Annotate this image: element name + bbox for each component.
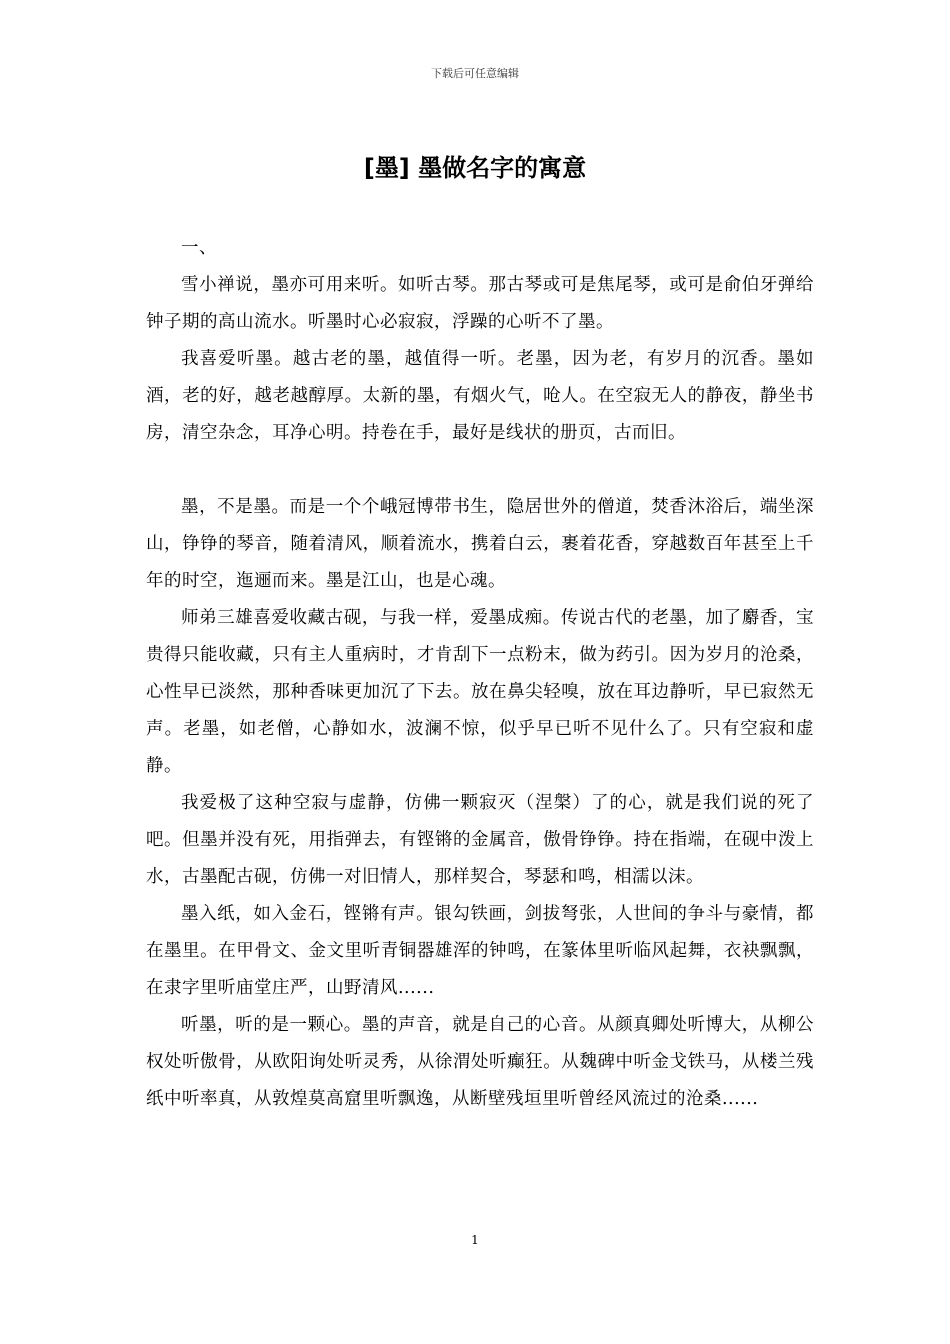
page-number: 1: [471, 1233, 479, 1247]
page-header-note: 下载后可任意编辑: [431, 67, 519, 80]
paragraph: 听墨，听的是一颗心。墨的声音，就是自己的心音。从颜真卿处听博大，从柳公权处听傲骨，从欧阳询处听灵秀，从徐渭处听癫狂。从魏碑中听金戈铁马，从楼兰残纸中听率真，从敦煌莫高窟里听飘逸，从断壁残垣里听曾经风流过的沧桑......: [146, 1015, 814, 1109]
paragraph: 我喜爱听墨。越古老的墨，越值得一听。老墨，因为老，有岁月的沉香。墨如酒，老的好，越老越醇厚。太新的墨，有烟火气，呛人。在空寂无人的静夜，静坐书房，清空杂念，耳净心明。持卷在手，最好是线状的册页，古而旧。: [146, 349, 814, 443]
document-body: [146, 230, 814, 1118]
section-label: 一、: [181, 238, 217, 258]
document-title: [墨] 墨做名字的寓意: [363, 154, 587, 182]
paragraph: 墨，不是墨。而是一个个峨冠博带书生，隐居世外的僧道，焚香沐浴后，端坐深山，铮铮的琴音，随着清风，顺着流水，携着白云，裹着花香，穿越数百年甚至上千年的时空，迤逦而来。墨是江山，也是心魂。: [146, 497, 814, 591]
paragraph: 雪小禅说，墨亦可用来听。如听古琴。那古琴或可是焦尾琴，或可是俞伯牙弹给钟子期的高山流水。听墨时心必寂寂，浮躁的心听不了墨。: [146, 275, 814, 332]
paragraph: 我爱极了这种空寂与虚静，仿佛一颗寂灭（涅槃）了的心，就是我们说的死了吧。但墨并没有死，用指弹去，有铿锵的金属音，傲骨铮铮。持在指端，在砚中泼上水，古墨配古砚，仿佛一对旧情人，那样契合，琴瑟和鸣，相濡以沫。: [146, 793, 814, 887]
paragraph-gap: [146, 452, 814, 489]
paragraph: 师弟三雄喜爱收藏古砚，与我一样，爱墨成痴。传说古代的老墨，加了麝香，宝贵得只能收藏，只有主人重病时，才肯刮下一点粉末，做为药引。因为岁月的沧桑，心性早已淡然，那种香味更加沉了下去。放在鼻尖轻嗅，放在耳边静听，早已寂然无声。老墨，如老僧，心静如水，波澜不惊，似乎早已听不见什么了。只有空寂和虚静。: [146, 608, 814, 776]
paragraph: 墨入纸，如入金石，铿锵有声。银勾铁画，剑拔弩张，人世间的争斗与豪情，都在墨里。在甲骨文、金文里听青铜器雄浑的钟鸣，在篆体里听临风起舞，衣袂飘飘，在隶字里听庙堂庄严，山野清风......: [146, 904, 814, 998]
